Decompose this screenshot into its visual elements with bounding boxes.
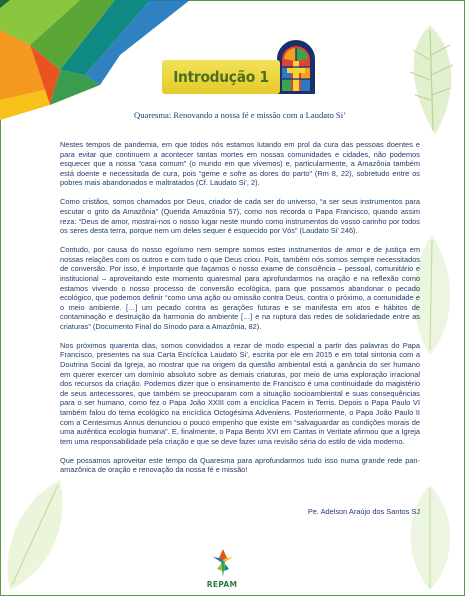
- leaf-decoration-bottom-left: [0, 470, 80, 595]
- repam-logo-label: REPAM: [206, 580, 238, 589]
- page-subtitle: Quaresma: Renovando a nossa fé e missão com a Laudato Si’: [134, 110, 346, 120]
- paragraph-2: Como cristãos, somos chamados por Deus, criador de cada ser do universo, “a ser seus instrumentos para escutar o grito da Amazônia” (Querida Amazônia 57), como nos recorda o Papa Francisco, quando assim reza: “Deus de amor, mostrai-nos o nosso lugar neste mundo como instrumentos do vosso carinho por todos os seres desta terra, porque nem um deles sequer é esquecido por Vós” (Laudato Si’ 246).: [60, 197, 420, 236]
- leaf-decoration-bottom-right: [395, 480, 465, 595]
- repam-logo-icon: [213, 549, 233, 579]
- leaf-decoration-top-right: [395, 20, 465, 140]
- banner-title: Introdução 1: [173, 68, 269, 86]
- paragraph-4: Nos próximos quarenta dias, somos convidados a rezar de modo especial a partir das palavras do Papa Francisco, presentes na sua Carta Encíclica Laudato Si’, escrita por ele em 2015 e em total sintonia com a Doutrina Social da Igreja, ao mostrar que na origem da questão ambiental está a ganância do ser humano em querer exercer um domínio absoluto sobre as demais criaturas, por meio de uma exploração irracional dos recursos da criação. Podemos dizer que o ensinamento de Francisco é uma continuidade do magistério de seus antecessores, que também se preocuparam com a situação socioambiental e suas consequências para o ser humano, como fez o Papa João XXIII com a encíclica Pacem in Terris. Depois o Papa Paulo VI também falou do tema ecológico na encíclica Octogésima Adveniens. Posteriormente, o Papa João Paulo II com a Centesimus Annus denunciou o pouco empenho que existe em “salvaguardar as condições morais de uma autêntica ecologia humana”. E, finalmente, o Papa Bento XVI em Caritas in Veritate afirmou que a Igreja tem uma responsabilidade pela criação e que se deve fazer uma revisão séria do estilo de vida moderno.: [60, 340, 420, 446]
- article-body: [60, 140, 420, 484]
- author-signature: Pe. Adelson Araújo dos Santos SJ: [307, 507, 420, 516]
- stained-glass-window-icon: [274, 37, 318, 95]
- paragraph-1: Nestes tempos de pandemia, em que todos nós estamos lutando em prol da cura das pessoas doentes e para evitar que continuem a acontecer tantas mortes em nossas comunidades e cidades, não podemos esquecer que a nossa “casa comum” (o mundo em que vivemos) e, particularmente, a Amazônia também está doente e necessitada de cura, pois “geme e sofre as dores do parto” (Rm 8, 22), sobretudo entre os pobres mais abandonados e maltratados (Cf. Laudato Si’, 2).: [60, 140, 420, 188]
- paragraph-3: Contudo, por causa do nosso egoísmo nem sempre somos estes instrumentos de amor e de justiça em nossas relações com os outros e com tudo o que Deus criou. Pois, também nós somos sempre necessitados de conversão. Por isso, é importante que façamos o nosso exame de consciência – pessoal, comunitário e institucional – aproveitando este momento quaresmal para aprofundarmos na oração e na reflexão como estamos vivendo o nosso processo de conversão ecológica, para que possamos abandonar o pecado ecológico, que podemos definir “como uma ação ou omissão contra Deus, contra o próximo, a comunidade e o meio ambiente. […] um pecado contra as gerações futuras e se manifesta em atos e hábitos de contaminação e destruição da harmonia do ambiente […] e na ruptura das redes de solidariedade entre as criaturas” (Documento Final do Sínodo para a Amazônia, 82).: [60, 245, 420, 331]
- paragraph-5: Que possamos aproveitar este tempo da Quaresma para aprofundarmos tudo isso numa grande rede pan-amazônica de oração e renovação da nossa fé e missão!: [60, 455, 420, 475]
- section-banner: [162, 60, 280, 94]
